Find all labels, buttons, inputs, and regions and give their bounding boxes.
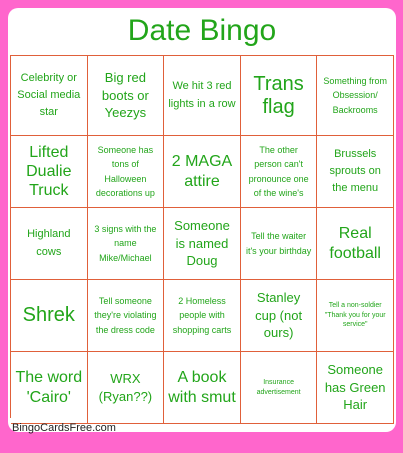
bingo-cell[interactable] <box>317 352 394 424</box>
bingo-cell[interactable] <box>11 280 88 352</box>
bingo-cell[interactable] <box>88 280 165 352</box>
bingo-cell-text: Celebrity or Social media star <box>17 71 81 119</box>
bingo-cell-text: Highland cows <box>27 228 71 258</box>
bingo-cell[interactable] <box>164 136 241 208</box>
bingo-cell[interactable] <box>241 56 318 136</box>
bingo-cell-text: Big red boots or Yeezys <box>101 70 149 121</box>
bingo-cell-text: Tell the waiter it's your birthday <box>245 231 312 256</box>
bingo-card <box>8 8 396 432</box>
bingo-cell[interactable] <box>317 136 394 208</box>
bingo-cell-text: WRX (Ryan??) <box>98 370 153 404</box>
bingo-cell[interactable] <box>88 352 165 424</box>
bingo-cell-text: Trans flag <box>253 72 304 118</box>
bingo-cell[interactable] <box>241 208 318 280</box>
bingo-cell-text: Tell a non-soldier "Thank you for your service" <box>324 301 386 329</box>
bingo-cell-text: Someone has tons of Halloween decorations up <box>95 144 155 198</box>
bingo-cell-text: Real football <box>329 225 381 262</box>
bingo-cell[interactable] <box>88 136 165 208</box>
bingo-cell-text: We hit 3 red lights in a row <box>168 80 236 110</box>
bingo-cell[interactable] <box>88 208 165 280</box>
bingo-cell-text: 3 signs with the name Mike/Michael <box>94 223 157 263</box>
bingo-cell-text: A book with smut <box>168 369 236 406</box>
bingo-grid <box>10 55 394 418</box>
bingo-cell-text: Something from Obsession/ Backrooms <box>323 75 387 115</box>
bingo-cell[interactable] <box>241 136 318 208</box>
bingo-cell-text: Lifted Dualie Truck <box>26 143 72 200</box>
card-title: Date Bingo <box>127 14 277 47</box>
bingo-cell-text: Insurance advertisement <box>256 378 301 396</box>
bingo-cell-text: Shrek <box>22 304 75 326</box>
bingo-cell[interactable] <box>11 56 88 136</box>
bingo-cell[interactable] <box>11 136 88 208</box>
bingo-cell-text: Someone is named Doug <box>174 218 230 269</box>
bingo-cell-text: Tell someone they're violating the dress code <box>94 295 157 335</box>
bingo-cell[interactable] <box>164 280 241 352</box>
bingo-cell-text: The other person can't pronounce one of the wine's <box>248 144 309 198</box>
bingo-cell-text: Brussels sprouts on the menu <box>329 147 381 195</box>
bingo-cell[interactable] <box>11 208 88 280</box>
bingo-cell[interactable] <box>11 352 88 424</box>
bingo-cell[interactable] <box>317 280 394 352</box>
bingo-cell-text: 2 Homeless people with shopping carts <box>172 295 232 335</box>
bingo-cell-text: Someone has Green Hair <box>324 362 386 413</box>
bingo-cell[interactable] <box>241 352 318 424</box>
site-credit[interactable]: BingoCardsFree.com <box>12 422 116 434</box>
bingo-cell-text: 2 MAGA attire <box>171 153 233 190</box>
bingo-cell[interactable] <box>241 280 318 352</box>
bingo-cell[interactable] <box>317 56 394 136</box>
bingo-cell[interactable] <box>88 56 165 136</box>
bingo-cell[interactable] <box>164 56 241 136</box>
bingo-cell[interactable] <box>317 208 394 280</box>
bingo-cell[interactable] <box>164 208 241 280</box>
bingo-cell-text: Stanley cup (not ours) <box>255 290 303 341</box>
bingo-cell[interactable] <box>164 352 241 424</box>
bingo-cell-text: The word 'Cairo' <box>15 369 83 406</box>
